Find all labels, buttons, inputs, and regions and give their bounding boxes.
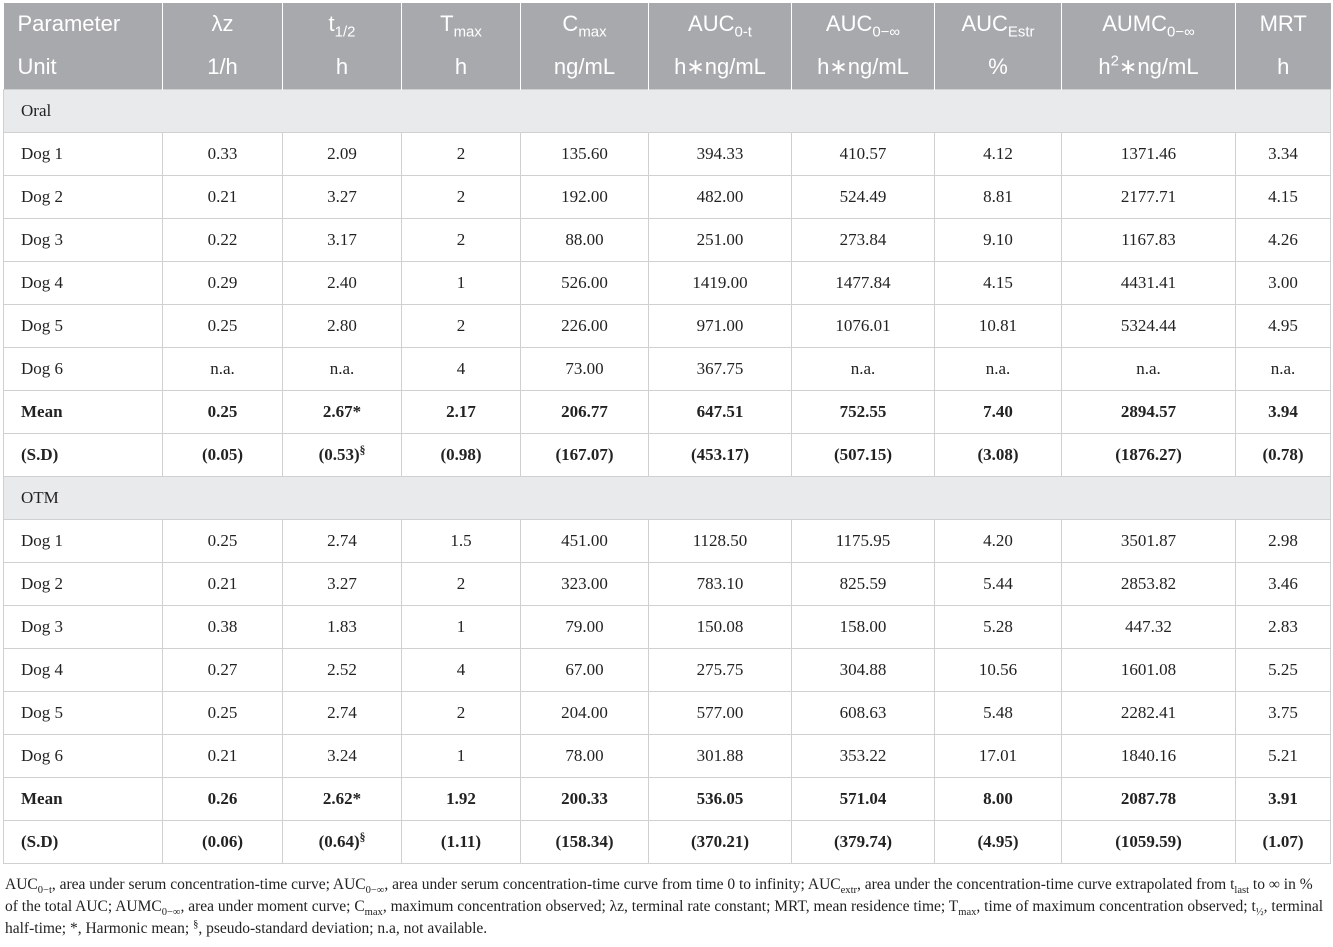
header-auc-0-inf-unit: h∗ng/mL (817, 54, 909, 79)
table-cell: 2.17 (402, 391, 521, 434)
table-row (4, 606, 1331, 649)
footnote-text: , area under moment curve; C (180, 898, 365, 915)
table-cell: (379.74) (792, 821, 935, 864)
pharmacokinetics-table-container (3, 3, 1330, 940)
row-label: Mean (4, 778, 163, 821)
table-cell: 3.91 (1236, 778, 1331, 821)
footnote-text: , area under serum concentration-time curve; AUC (51, 876, 366, 893)
table-cell: 2 (402, 176, 521, 219)
table-row (4, 305, 1331, 348)
header-aumc-0-inf (1062, 3, 1236, 90)
header-tmax (402, 3, 521, 90)
table-cell: 3.94 (1236, 391, 1331, 434)
table-cell: 752.55 (792, 391, 935, 434)
table-cell: 2.09 (283, 133, 402, 176)
table-cell: 10.81 (935, 305, 1062, 348)
table-cell: 8.81 (935, 176, 1062, 219)
table-cell: (370.21) (649, 821, 792, 864)
table-cell: 3.00 (1236, 262, 1331, 305)
footnote-sub: 0−∞ (161, 907, 181, 919)
table-row (4, 692, 1331, 735)
footnote-text: , area under the concentration-time curve extrapolated from t (857, 876, 1235, 893)
header-parameter-label: Parameter (17, 11, 121, 36)
table-cell: 394.33 (649, 133, 792, 176)
footnote-sub: max (958, 907, 977, 919)
row-label: Dog 6 (4, 735, 163, 778)
table-cell: 1419.00 (649, 262, 792, 305)
table-cell: 2 (402, 219, 521, 262)
footnote-text: , terminal half-time; *, Harmonic mean; (5, 898, 1324, 937)
table-cell: 0.25 (163, 305, 283, 348)
header-aumc-0-inf-label (1062, 3, 1235, 46)
header-aumc-unit-sup: 2 (1110, 52, 1119, 70)
table-cell: 410.57 (792, 133, 935, 176)
header-half-life-sub: 1/2 (334, 23, 356, 41)
table-cell: 3501.87 (1062, 520, 1236, 563)
table-cell: 0.27 (163, 649, 283, 692)
table-cell: 1167.83 (1062, 219, 1236, 262)
table-cell: 2894.57 (1062, 391, 1236, 434)
row-label: Dog 2 (4, 176, 163, 219)
header-cmax-unit: ng/mL (553, 54, 616, 79)
group-label: OTM (4, 477, 1331, 520)
table-cell: 78.00 (521, 735, 649, 778)
table-cell: 451.00 (521, 520, 649, 563)
row-label: Dog 5 (4, 305, 163, 348)
table-cell: (0.98) (402, 434, 521, 477)
pseudo-sd-mark: § (359, 830, 366, 844)
table-cell: 5.21 (1236, 735, 1331, 778)
table-cell: 2 (402, 133, 521, 176)
table-row (4, 219, 1331, 262)
table-cell: 2282.41 (1062, 692, 1236, 735)
table-cell: 0.26 (163, 778, 283, 821)
header-lambda-z (163, 3, 283, 90)
pharmacokinetics-table (3, 3, 1331, 864)
header-mrt-label: MRT (1259, 11, 1307, 36)
table-cell: (0.05) (163, 434, 283, 477)
table-row (4, 735, 1331, 778)
table-cell: 4.26 (1236, 219, 1331, 262)
header-auc-0-t-unit: h∗ng/mL (674, 54, 766, 79)
table-cell: 536.05 (649, 778, 792, 821)
footnote-sub: 0−t (37, 885, 52, 897)
sd-row (4, 821, 1331, 864)
table-cell: 158.00 (792, 606, 935, 649)
row-label: Dog 1 (4, 133, 163, 176)
table-cell: 2 (402, 692, 521, 735)
table-cell: 2.62* (283, 778, 402, 821)
table-cell: 608.63 (792, 692, 935, 735)
header-aumc-unit-post: ∗ng/mL (1119, 54, 1199, 79)
table-cell: 10.56 (935, 649, 1062, 692)
footnote-text: , area under serum concentration-time curve from time 0 to infinity; AUC (384, 876, 841, 893)
header-cmax (521, 3, 649, 90)
group-header-row (4, 90, 1331, 133)
row-label: Dog 3 (4, 219, 163, 262)
table-cell: 0.38 (163, 606, 283, 649)
table-cell: 88.00 (521, 219, 649, 262)
table-cell: 2087.78 (1062, 778, 1236, 821)
header-auc-extr-label (935, 3, 1061, 46)
table-cell: n.a. (792, 348, 935, 391)
row-label: Dog 5 (4, 692, 163, 735)
row-label: Dog 4 (4, 649, 163, 692)
table-cell: (4.95) (935, 821, 1062, 864)
table-cell: 0.33 (163, 133, 283, 176)
header-tmax-sub: max (453, 23, 482, 41)
footnote-sub: ½ (1255, 907, 1264, 919)
table-cell: 0.25 (163, 520, 283, 563)
table-cell: n.a. (283, 348, 402, 391)
header-auc-0-inf-base: AUC (825, 11, 873, 36)
table-row (4, 348, 1331, 391)
sd-row (4, 434, 1331, 477)
table-cell: 0.29 (163, 262, 283, 305)
table-cell: 135.60 (521, 133, 649, 176)
footnote-sub: last (1234, 885, 1250, 897)
table-cell: 150.08 (649, 606, 792, 649)
table-cell: n.a. (1062, 348, 1236, 391)
table-cell: 4431.41 (1062, 262, 1236, 305)
table-cell (283, 821, 402, 864)
table-cell: 0.25 (163, 391, 283, 434)
table-cell: 204.00 (521, 692, 649, 735)
footnote-sub: max (364, 907, 383, 919)
row-label: Dog 1 (4, 520, 163, 563)
table-cell: 1.92 (402, 778, 521, 821)
header-mrt (1236, 3, 1331, 90)
table-row (4, 176, 1331, 219)
table-cell: 4.12 (935, 133, 1062, 176)
table-cell: 323.00 (521, 563, 649, 606)
table-cell: 0.22 (163, 219, 283, 262)
table-cell: 8.00 (935, 778, 1062, 821)
table-cell: 273.84 (792, 219, 935, 262)
table-cell: 200.33 (521, 778, 649, 821)
table-cell: (158.34) (521, 821, 649, 864)
table-cell: (1.11) (402, 821, 521, 864)
table-cell: 4.20 (935, 520, 1062, 563)
header-aumc-0-inf-base: AUMC (1102, 11, 1168, 36)
header-auc-0-inf-label (792, 3, 934, 46)
table-cell: 1076.01 (792, 305, 935, 348)
row-label: Dog 6 (4, 348, 163, 391)
row-label: (S.D) (4, 821, 163, 864)
table-cell: 9.10 (935, 219, 1062, 262)
table-cell: (3.08) (935, 434, 1062, 477)
table-cell: 0.25 (163, 692, 283, 735)
table-cell: 0.21 (163, 176, 283, 219)
table-cell: 2 (402, 563, 521, 606)
table-cell: 304.88 (792, 649, 935, 692)
table-cell: 647.51 (649, 391, 792, 434)
header-cmax-base: C (562, 11, 579, 36)
header-parameter (4, 3, 163, 90)
table-footnote (3, 864, 1330, 940)
table-cell: 0.21 (163, 563, 283, 606)
table-cell: 825.59 (792, 563, 935, 606)
header-auc-0-inf-sub: 0−∞ (872, 23, 901, 41)
table-cell: 1601.08 (1062, 649, 1236, 692)
table-cell: 2.52 (283, 649, 402, 692)
table-cell: 3.27 (283, 176, 402, 219)
table-cell: 1.5 (402, 520, 521, 563)
table-row (4, 262, 1331, 305)
table-cell: 79.00 (521, 606, 649, 649)
header-auc-0-t (649, 3, 792, 90)
row-label: Dog 4 (4, 262, 163, 305)
table-cell: 67.00 (521, 649, 649, 692)
table-cell: 2177.71 (1062, 176, 1236, 219)
header-aumc-0-inf-unit (1062, 46, 1235, 89)
table-cell: 0.21 (163, 735, 283, 778)
footnote-text: , pseudo-standard deviation; n.a, not available. (198, 920, 488, 937)
table-cell: (167.07) (521, 434, 649, 477)
table-cell: 2.40 (283, 262, 402, 305)
table-cell: n.a. (935, 348, 1062, 391)
header-auc-extr-unit: % (988, 54, 1008, 79)
header-aumc-unit-pre: h (1098, 54, 1111, 79)
table-cell: 1.83 (283, 606, 402, 649)
header-unit-label: Unit (17, 54, 57, 79)
header-half-life-unit: h (335, 54, 349, 79)
header-auc-0-t-label (649, 3, 791, 46)
header-lambda-z-unit: 1/h (207, 54, 238, 79)
table-cell: 2.80 (283, 305, 402, 348)
row-label: Dog 2 (4, 563, 163, 606)
table-cell: 251.00 (649, 219, 792, 262)
header-tmax-unit: h (454, 54, 468, 79)
cell-value: (0.64) (318, 832, 360, 851)
table-cell: 3.75 (1236, 692, 1331, 735)
mean-row (4, 778, 1331, 821)
row-label: (S.D) (4, 434, 163, 477)
group-label: Oral (4, 90, 1331, 133)
table-cell: 4 (402, 348, 521, 391)
table-cell: 353.22 (792, 735, 935, 778)
table-cell: 3.34 (1236, 133, 1331, 176)
table-cell: 3.46 (1236, 563, 1331, 606)
table-cell: 4.15 (935, 262, 1062, 305)
table-cell: 2.83 (1236, 606, 1331, 649)
table-cell: 447.32 (1062, 606, 1236, 649)
table-cell: 2 (402, 305, 521, 348)
table-cell: 577.00 (649, 692, 792, 735)
table-cell: 1477.84 (792, 262, 935, 305)
table-cell: 1 (402, 606, 521, 649)
table-cell: 571.04 (792, 778, 935, 821)
table-cell: (1876.27) (1062, 434, 1236, 477)
table-cell: 226.00 (521, 305, 649, 348)
table-cell: 301.88 (649, 735, 792, 778)
table-body (4, 90, 1331, 864)
header-auc-0-t-base: AUC (688, 11, 735, 36)
table-cell: 4.95 (1236, 305, 1331, 348)
table-cell: 367.75 (649, 348, 792, 391)
table-cell: 2.67* (283, 391, 402, 434)
header-auc-0-inf (792, 3, 935, 90)
footnote-text: , time of maximum concentration observed; t (976, 898, 1256, 915)
table-cell: 1371.46 (1062, 133, 1236, 176)
table-cell (283, 434, 402, 477)
table-cell: 7.40 (935, 391, 1062, 434)
table-cell: 1128.50 (649, 520, 792, 563)
table-cell: 526.00 (521, 262, 649, 305)
header-tmax-base: T (440, 11, 454, 36)
table-cell: 17.01 (935, 735, 1062, 778)
table-cell: (1.07) (1236, 821, 1331, 864)
table-cell: 1175.95 (792, 520, 935, 563)
footnote-sup: § (193, 918, 199, 930)
table-cell: 206.77 (521, 391, 649, 434)
table-cell: 73.00 (521, 348, 649, 391)
table-cell: 5324.44 (1062, 305, 1236, 348)
header-half-life (283, 3, 402, 90)
table-cell: 3.27 (283, 563, 402, 606)
pseudo-sd-mark: § (359, 443, 366, 457)
table-cell: 1 (402, 735, 521, 778)
header-cmax-sub: max (578, 23, 607, 41)
mean-row (4, 391, 1331, 434)
table-cell: (1059.59) (1062, 821, 1236, 864)
header-auc-0-t-sub: 0-t (734, 23, 752, 41)
table-cell: (453.17) (649, 434, 792, 477)
table-cell: 2.74 (283, 692, 402, 735)
table-cell: 1 (402, 262, 521, 305)
table-cell: 5.48 (935, 692, 1062, 735)
table-cell: 971.00 (649, 305, 792, 348)
table-row (4, 133, 1331, 176)
table-cell: 1840.16 (1062, 735, 1236, 778)
header-auc-extr-base: AUC (961, 11, 1008, 36)
header-auc-extr-sub: Estr (1007, 23, 1035, 41)
table-cell: 3.17 (283, 219, 402, 262)
footnote-text: to ∞ in % of the total AUC; AUMC (5, 876, 1313, 915)
footnote-text: AUC (5, 876, 38, 893)
table-row (4, 563, 1331, 606)
table-cell: 2853.82 (1062, 563, 1236, 606)
header-cmax-label (521, 3, 648, 46)
table-cell: 783.10 (649, 563, 792, 606)
table-row (4, 649, 1331, 692)
table-cell: 2.98 (1236, 520, 1331, 563)
table-cell: 2.74 (283, 520, 402, 563)
table-cell: n.a. (1236, 348, 1331, 391)
table-cell: 4 (402, 649, 521, 692)
table-cell: (0.78) (1236, 434, 1331, 477)
header-half-life-label (283, 3, 401, 46)
cell-value: (0.53) (318, 445, 360, 464)
table-cell: 275.75 (649, 649, 792, 692)
header-lambda-z-label: λz (211, 11, 234, 36)
header-half-life-base: t (328, 11, 335, 36)
table-cell: 4.15 (1236, 176, 1331, 219)
footnote-sub: extr (840, 885, 857, 897)
header-mrt-unit: h (1277, 54, 1290, 79)
table-cell: n.a. (163, 348, 283, 391)
group-header-row (4, 477, 1331, 520)
table-cell: 5.44 (935, 563, 1062, 606)
footnote-sub: 0−∞ (365, 885, 385, 897)
table-cell: 192.00 (521, 176, 649, 219)
header-auc-extr (935, 3, 1062, 90)
footnote-text: , maximum concentration observed; λz, terminal rate constant; MRT, mean residence time; T (382, 898, 959, 915)
table-cell: (507.15) (792, 434, 935, 477)
table-cell: (0.06) (163, 821, 283, 864)
table-cell: 5.28 (935, 606, 1062, 649)
table-header (4, 3, 1331, 90)
row-label: Dog 3 (4, 606, 163, 649)
header-tmax-label (402, 3, 520, 46)
table-cell: 524.49 (792, 176, 935, 219)
table-cell: 3.24 (283, 735, 402, 778)
row-label: Mean (4, 391, 163, 434)
header-aumc-0-inf-sub: 0−∞ (1167, 23, 1195, 41)
table-cell: 5.25 (1236, 649, 1331, 692)
table-cell: 482.00 (649, 176, 792, 219)
table-row (4, 520, 1331, 563)
